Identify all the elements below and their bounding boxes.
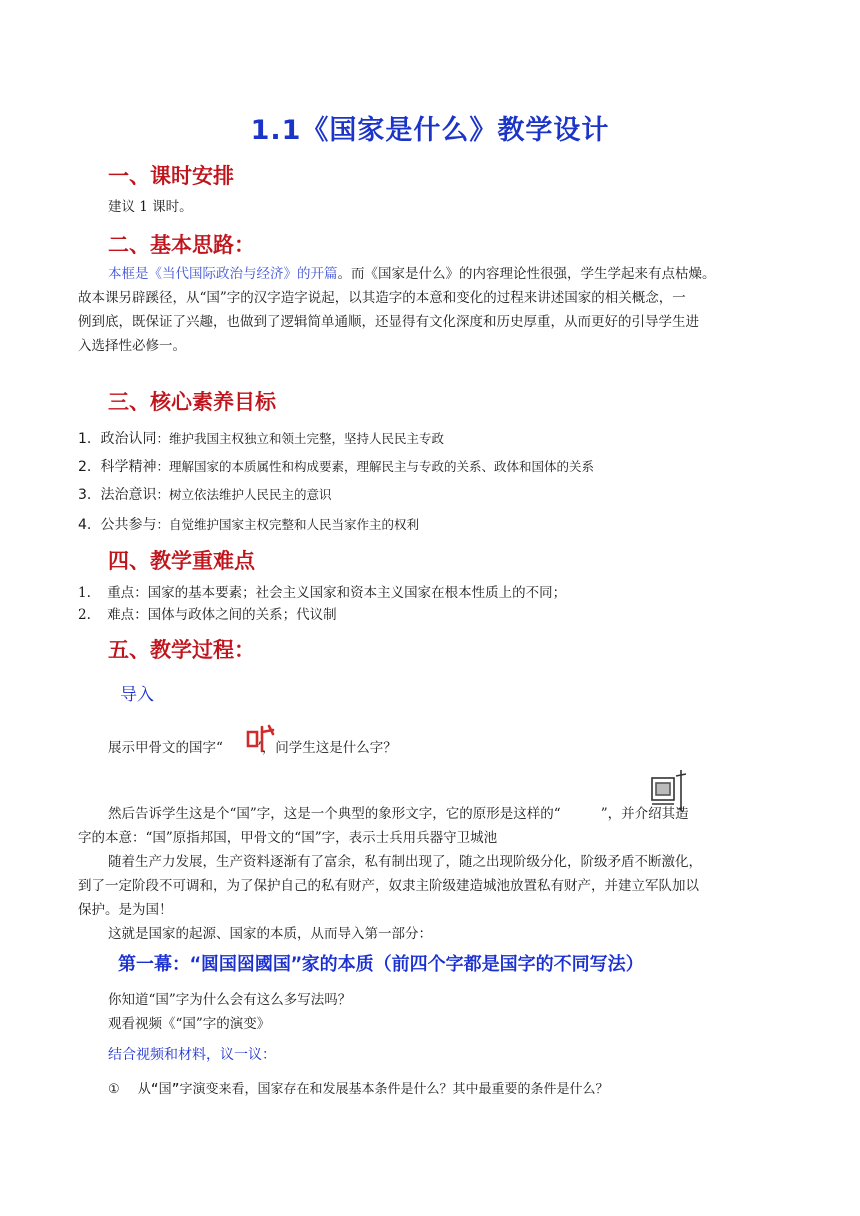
body-line: 到了一定阶段不可调和，为了保护自己的私有财产，奴隶主阶级建造城池放置私有财产，并建立军队加以	[78, 878, 699, 894]
goal-description: ：自觉维护国家主权完整和人民当家作主的权利	[156, 517, 419, 532]
body-line: 这就是国家的起源、国家的本质，从而导入第一部分：	[108, 926, 432, 942]
goal-description: ：理解国家的本质属性和构成要素，理解民主与专政的关系、政体和国体的关系	[156, 459, 594, 474]
approach-line-1	[108, 262, 716, 286]
act-one-heading: 第一幕：“囻国囶國国”家的本质（前四个字都是国字的不同写法）	[118, 954, 644, 975]
body-line: 保护。是为国！	[78, 902, 173, 918]
goal-item	[78, 456, 594, 476]
key-point-description: ：国体与政体之间的关系；代议制	[134, 607, 337, 623]
discuss-prompt: 结合视频和材料，议一议：	[108, 1047, 276, 1063]
section-heading-key-points: 四、教学重难点	[108, 549, 255, 573]
key-point-item	[78, 603, 337, 627]
item-circle-number: ①	[108, 1082, 120, 1097]
pictograph-line-text-a: 然后告诉学生这是个“国”字，这是一个典型的象形文字，它的原形是这样的“	[108, 806, 561, 822]
oracle-line-text-b: ”，问学生这是什么字？	[254, 740, 397, 756]
oracle-line-text-a: 展示甲骨文的国字“	[108, 740, 223, 756]
key-point-item	[78, 581, 566, 605]
approach-line-1-rest: 。而《国家是什么》的内容理论性很强，学生学起来有点枯燥。	[337, 266, 716, 282]
goal-number: 3.	[78, 487, 92, 503]
goal-label: 政治认同	[100, 431, 157, 447]
goal-label: 科学精神	[100, 459, 157, 475]
section-heading-schedule: 一、课时安排	[108, 164, 234, 188]
approach-line-2: 故本课另辟蹊径，从“国”字的汉字造字说起，以其造字的本意和变化的过程来讲述国家的相关概念，一	[78, 290, 686, 306]
goal-label: 法治意识	[100, 487, 157, 503]
approach-highlight: 本框是《当代国际政治与经济》的开篇	[108, 266, 338, 282]
key-point-description: ：国家的基本要素；社会主义国家和资本主义国家在根本性质上的不同；	[134, 585, 567, 601]
goal-item	[78, 484, 331, 504]
goal-number: 1.	[78, 431, 92, 447]
goal-label: 公共参与	[100, 517, 157, 533]
goal-item	[78, 428, 444, 448]
key-point-number: 2.	[78, 607, 91, 623]
question-line: 你知道“国”字为什么会有这么多写法吗？	[108, 992, 352, 1008]
section-heading-goals: 三、核心素养目标	[108, 390, 276, 414]
key-point-label: 重点	[107, 585, 135, 601]
page-title: 1.1《国家是什么》教学设计	[250, 115, 610, 146]
intro-heading: 导入	[120, 685, 154, 705]
key-point-number: 1.	[78, 585, 91, 601]
body-line: 字的本意：“国”原指邦国，甲骨文的“国”字，表示士兵用兵器守卫城池	[78, 830, 498, 846]
goal-number: 4.	[78, 517, 92, 533]
section-heading-process: 五、教学过程：	[108, 638, 255, 662]
approach-line-4: 入选择性必修一。	[78, 338, 186, 354]
discussion-item	[108, 1078, 608, 1097]
body-line: 随着生产力发展，生产资料逐渐有了富余，私有制出现了，随之出现阶级分化，阶级矛盾不断激化，	[108, 854, 702, 870]
pictograph-line	[108, 802, 689, 826]
goal-description: ：树立依法维护人民民主的意识	[156, 487, 332, 502]
schedule-text: 建议 1 课时。	[108, 199, 193, 215]
oracle-guo-glyph-icon	[244, 724, 276, 754]
video-line: 观看视频《“国”字的演变》	[108, 1016, 271, 1032]
approach-line-3: 例到底，既保证了兴趣，也做到了逻辑简单通顺，还显得有文化深度和历史厚重，从而更好的引导学生进	[78, 314, 699, 330]
pictograph-line-text-b: ”，并介绍其造	[600, 806, 689, 822]
key-point-label: 难点	[107, 607, 135, 623]
section-heading-approach: 二、基本思路：	[108, 233, 255, 257]
discussion-item-text: 从“国”字演变来看，国家存在和发展基本条件是什么？其中最重要的条件是什么？	[137, 1082, 609, 1097]
goal-description: ：维护我国主权独立和领土完整，坚持人民民主专政	[156, 431, 444, 446]
goal-number: 2.	[78, 459, 92, 475]
goal-item	[78, 514, 419, 534]
